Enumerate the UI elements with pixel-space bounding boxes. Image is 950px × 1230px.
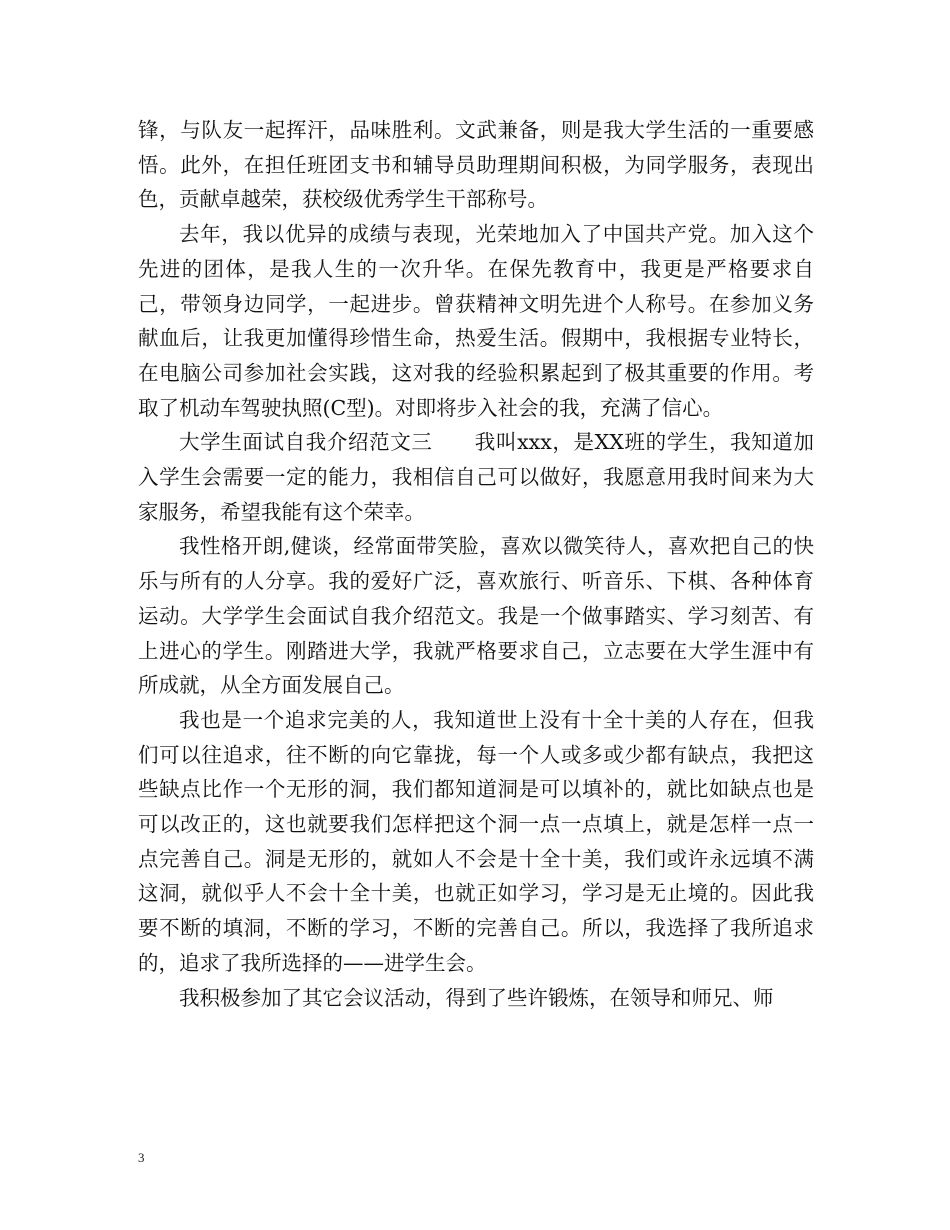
paragraph-4: 我性格开朗,健谈，经常面带笑脸，喜欢以微笑待人，喜欢把自己的快乐与所有的人分享。我的爱好广泛，喜欢旅行、听音乐、下棋、各种体育运动。大学学生会面试自我介绍范文。我是一个做事踏实、学习刻苦、有上进心的学生。刚踏进大学，我就严格要求自己，立志要在大学生涯中有所成就，从全方面发展自己。	[138, 534, 814, 698]
paragraph-1: 锋，与队友一起挥汗，品味胜利。文武兼备，则是我大学生活的一重要感悟。此外，在担任班团支书和辅导员助理期间积极，为同学服务，表现出色，贡献卓越荣，获校级优秀学生干部称号。	[138, 118, 814, 212]
paragraph-6: 我积极参加了其它会议活动，得到了些许锻炼，在领导和师兄、师	[179, 985, 774, 1010]
paragraph-3: 大学生面试自我介绍范文三 我叫xxx，是XX班的学生，我知道加入学生会需要一定的能力，我相信自己可以做好，我愿意用我时间来为大家服务，希望我能有这个荣幸。	[138, 430, 814, 524]
body-text	[138, 113, 814, 1015]
page-number: 3	[138, 1150, 145, 1165]
paragraph-5: 我也是一个追求完美的人，我知道世上没有十全十美的人存在，但我们可以往追求，往不断的向它靠拢，每一个人或多或少都有缺点，我把这些缺点比作一个无形的洞，我们都知道洞是可以填补的，就比如缺点也是可以改正的，这也就要我们怎样把这个洞一点一点填上，就是怎样一点一点完善自己。洞是无形的，就如人不会是十全十美，我们或许永远填不满这洞，就似乎人不会十全十美，也就正如学习，学习是无止境的。因此我要不断的填洞，不断的学习，不断的完善自己。所以，我选择了我所追求的，追求了我所选择的——进学生会。	[138, 707, 814, 975]
paragraph-2: 去年，我以优异的成绩与表现，光荣地加入了中国共产党。加入这个先进的团体，是我人生的一次升华。在保先教育中，我更是严格要求自己，带领身边同学，一起进步。曾获精神文明先进个人称号。在参加义务献血后，让我更加懂得珍惜生命，热爱生活。假期中，我根据专业特长，在电脑公司参加社会实践，这对我的经验积累起到了极其重要的作用。考取了机动车驾驶执照(C型)。对即将步入社会的我，充满了信心。	[138, 222, 814, 420]
